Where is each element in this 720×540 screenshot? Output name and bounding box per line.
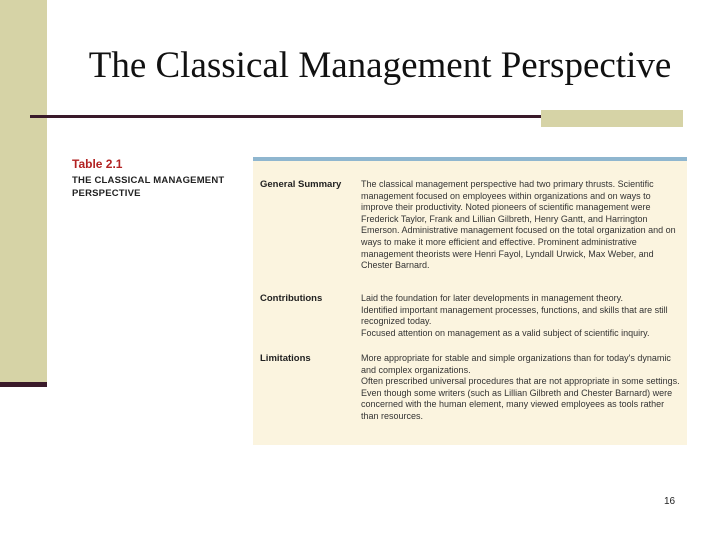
limitations-line: More appropriate for stable and simple organizations than for today's dynamic and complex organizations.: [361, 353, 671, 375]
limitations-line: Even though some writers (such as Lillian Gilbreth and Chester Barnard) were concerned with the human element, many viewed employees as tools rather than resources.: [361, 387, 673, 421]
row-label-contributions: Contributions: [260, 293, 323, 304]
table-body: [253, 157, 687, 445]
page-number: 16: [664, 496, 676, 507]
row-label-limitations: Limitations: [260, 353, 311, 364]
left-accent-bar: [0, 0, 47, 387]
limitations-line: Often prescribed universal procedures that are not appropriate in some settings.: [361, 376, 680, 387]
title-rule-accent: [541, 110, 683, 127]
contributions-line: Laid the foundation for later developments in management theory.: [361, 293, 623, 303]
row-label-general-summary: General Summary: [260, 179, 342, 190]
row-text-general-summary: [361, 179, 681, 272]
left-accent-bar-edge: [0, 382, 47, 387]
table-heading: THE CLASSICAL MANAGEMENT PERSPECTIVE: [72, 175, 225, 199]
table-figure: [60, 150, 688, 446]
slide-title: The Classical Management Perspective: [88, 45, 672, 86]
table-number: Table 2.1: [72, 157, 123, 171]
contributions-line: Focused attention on management as a valid subject of scientific inquiry.: [361, 327, 650, 338]
general-summary-line: The classical management perspective had two primary thrusts. Scientific management focused on employees within organizations and on ways to improve their productivity. Noted pioneers of scientific management were Frederick Taylor, Frank and Lillian Gilbreth, Henry Gantt, and Harrington Emerson. Administrative management focused on the total organization and on ways to make it more efficient and effective. Prominent administrative management theorists were Henri Fayol, Lyndall Urwick, Max Weber, and Chester Barnard.: [361, 179, 676, 271]
title-rule: [30, 115, 542, 118]
row-text-limitations: [361, 353, 681, 423]
contributions-line: Identified important management processes, functions, and skills that are still recognized today.: [361, 304, 668, 327]
row-text-contributions: [361, 293, 681, 339]
